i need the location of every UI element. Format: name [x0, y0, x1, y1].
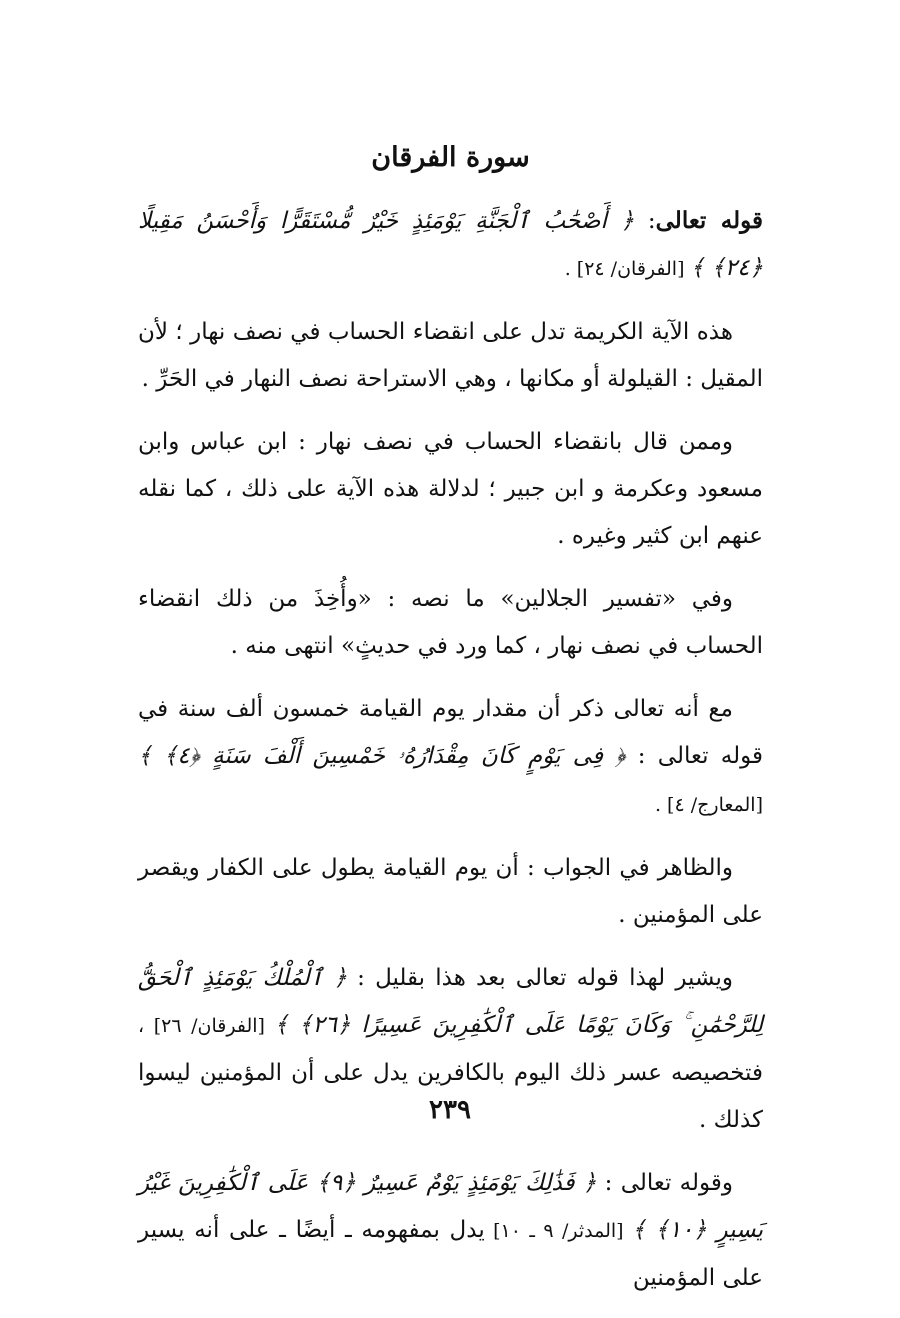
verse-reference: [الفرقان/ ٢٦] ، — [138, 1015, 275, 1038]
verse-reference: [المعارج/ ٤] . — [654, 794, 763, 817]
paragraph-text: وقوله تعالى : — [596, 1170, 734, 1197]
paragraph-text: ويشير لهذا قوله تعالى بعد هذا بقليل : — [346, 965, 733, 992]
verse-reference: [المدثر/ ٩ ـ ١٠] — [484, 1220, 632, 1243]
paragraph-2: هذه الآية الكريمة تدل على انقضاء الحساب في نصف نهار ؛ لأن المقيل : القيلولة أو مكانها ، وهي الاستراحة نصف النهار في الحَرِّ . — [138, 319, 763, 393]
paragraph-4: وفي «تفسير الجلالين» ما نصه : «وأُخِذَ من ذلك انقضاء الحساب في نصف نهار ، كما ورد في حديثٍ» انتهى منه . — [138, 586, 763, 660]
quran-verse: ﴿ أَصْحَٰبُ ٱلْجَنَّةِ يَوْمَئِذٍ خَيْرٌ مُّسْتَقَرًّا وَأَحْسَنُ مَقِيلًا ﴿٢٤﴾ ﴾ — [138, 208, 763, 282]
paragraph-1 — [138, 197, 763, 293]
page-body — [138, 140, 763, 1318]
page-number: ٢٣٩ — [429, 1095, 471, 1125]
paragraph-text: مع أنه تعالى ذكر أن مقدار يوم القيامة خمسون ألف سنة في قوله تعالى : — [138, 696, 763, 770]
lead-text: قوله تعالى — [655, 207, 764, 235]
paragraph-8 — [138, 1160, 763, 1302]
paragraph-6: والظاهر في الجواب : أن يوم القيامة يطول على الكفار ويقصر على المؤمنين . — [138, 855, 763, 929]
quran-verse: ﴿ فِى يَوْمٍ كَانَ مِقْدَارُهُۥ خَمْسِينَ أَلْفَ سَنَةٍ ﴿٤﴾ ﴾ — [138, 743, 626, 770]
quran-verse: ﴿ ٱلْمُلْكُ يَوْمَئِذٍ ٱلْحَقُّ لِلرَّحْمَٰنِ ۚ وَكَانَ يَوْمًا عَلَى ٱلْكَٰفِرِينَ عَسِيرًا ﴿٢٦﴾ ﴾ — [138, 965, 764, 1039]
surah-title: سورة الفرقان — [371, 142, 530, 173]
paragraph-5 — [138, 686, 763, 829]
paragraph-3: وممن قال بانقضاء الحساب في نصف نهار : ابن عباس وابن مسعود وعكرمة و ابن جبير ؛ لدلالة هذه الآية على ذلك ، كما نقله عنهم ابن كثير وغيره . — [138, 429, 763, 550]
verse-reference: [الفرقان/ ٢٤] . — [564, 258, 691, 281]
lead-colon: : — [634, 208, 656, 235]
quran-verse: ﴿ فَذَٰلِكَ يَوْمَئِذٍ يَوْمٌ عَسِيرٌ ﴿٩﴾ عَلَى ٱلْكَٰفِرِينَ غَيْرُ يَسِيرٍ ﴿١٠﴾ ﴾ — [138, 1170, 763, 1244]
paragraph-text: فتخصيصه عسر ذلك اليوم بالكافرين يدل على أن المؤمنين ليسوا كذلك . — [138, 1060, 763, 1134]
paragraph-text: يدل بمفهومه ـ أيضًا ـ على أنه يسير على المؤمنين — [138, 1217, 763, 1292]
